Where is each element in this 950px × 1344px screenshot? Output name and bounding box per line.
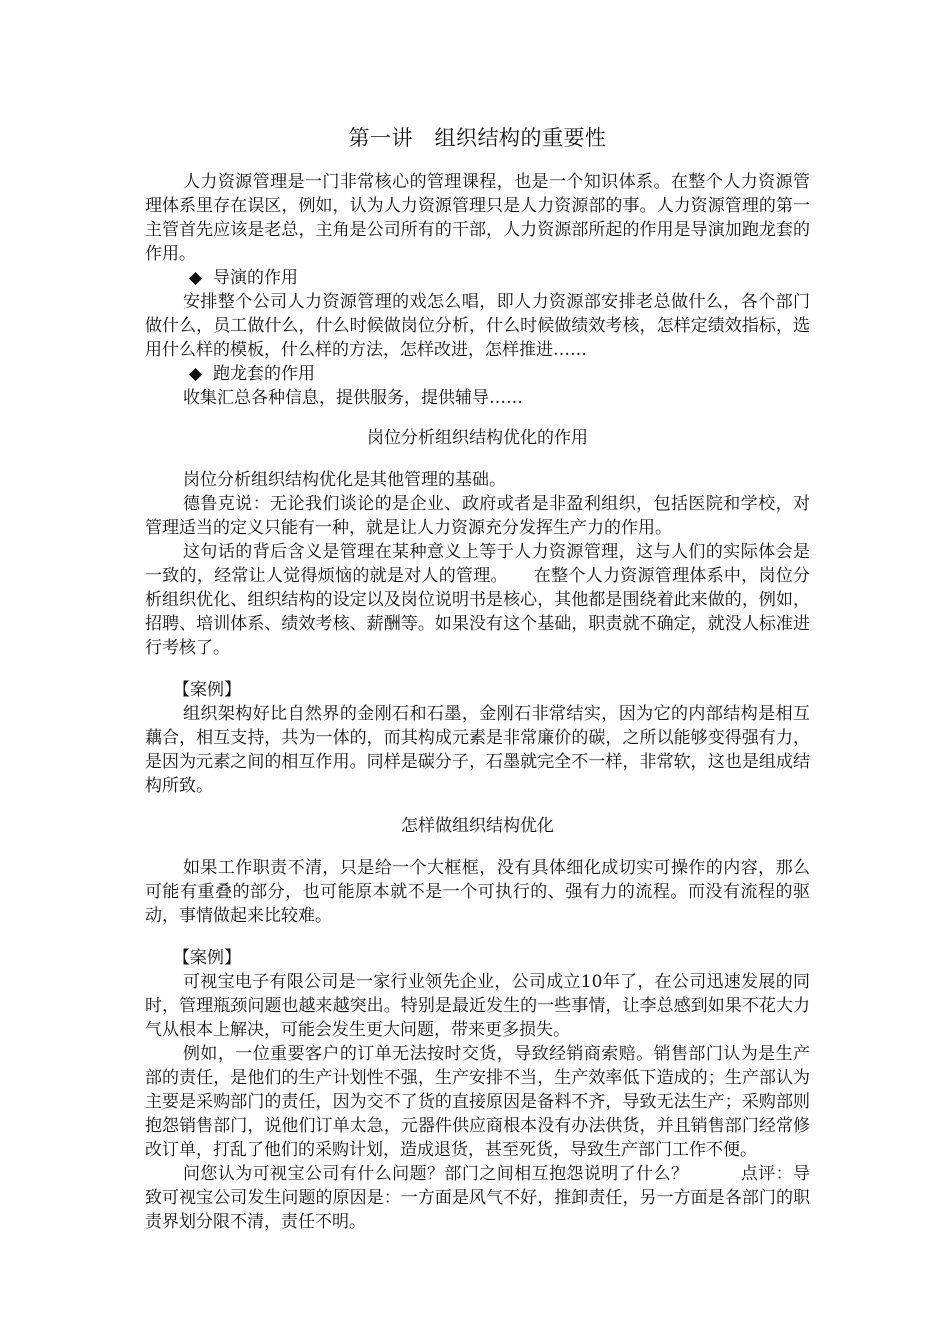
job-analysis-paragraph-2: 德鲁克说：无论我们谈论的是企业、政府或者是非盈利组织，包括医院和学校，对管理适当的定义只能有一种，就是让人力资源充分发挥生产力的作用。 [145, 494, 810, 538]
company-case-paragraph-2: 例如，一位重要客户的订单无法按时交货，导致经销商索赔。销售部门认为是生产部的责任，是他们的生产计划性不强，生产安排不当，生产效率低下造成的；生产部认为主要是采购部门的责任，因为交不了货的直接原因是备料不齐，导致无法生产；采购部则抱怨销售部门，说他们订单太急，元器件供应商根本没有办法供货，并且销售部门经常修改订单，打乱了他们的采购计划，造成退货，甚至死货，导致生产部门工作不便。 [145, 1044, 810, 1160]
support-role-heading: 跑龙套的作用 [213, 364, 315, 384]
job-analysis-paragraph-1: 岗位分析组织结构优化是其他管理的基础。 [183, 470, 506, 490]
section-spacer [145, 928, 810, 946]
case-label: 【案例】 [173, 948, 241, 968]
director-role-paragraph: 安排整个公司人力资源管理的戏怎么唱，即人力资源部安排老总做什么，各个部门做什么，员工做什么，什么时候做岗位分析，什么时候做绩效考核，怎样定绩效指标，选用什么样的模板，什么样的方法，怎样改进，怎样推进…… [145, 292, 810, 360]
section-heading-optimization: 怎样做组织结构优化 [401, 816, 554, 836]
document-content [145, 124, 810, 1234]
optimization-paragraph: 如果工作职责不清，只是给一个大框框，没有具体细化成切实可操作的内容，那么可能有重叠的部分，也可能原本就不是一个可执行的、强有力的流程。而没有流程的驱动，事情做起来比较难。 [145, 858, 810, 926]
diamond-bullet-icon: ◆ [189, 364, 203, 384]
diamond-graphite-case-paragraph: 组织架构好比自然界的金刚石和石墨，金刚石非常结实，因为它的内部结构是相互藕合，相互支持，共为一体的，而其构成元素是非常廉价的碳，之所以能够变得强有力，是因为元素之间的相互作用。同样是碳分子，石墨就完全不一样，非常软，这也是组成结构所致。 [145, 704, 810, 796]
job-analysis-paragraph-3: 这句话的背后含义是管理在某种意义上等于人力资源管理，这与人们的实际体会是一致的，经常让人觉得烦恼的就是对人的管理。 在整个人力资源管理体系中，岗位分析组织优化、组织结构的设定以及岗位说明书是核心，其他都是围绕着此来做的，例如，招聘、培训体系、绩效考核、薪酬等。如果没有这个基础，职责就不确定，就没人标准进行考核了。 [145, 542, 810, 658]
diamond-bullet-icon: ◆ [189, 268, 203, 288]
director-role-heading: 导演的作用 [213, 268, 298, 288]
document-title: 第一讲 组织结构的重要性 [348, 126, 607, 150]
support-role-paragraph: 收集汇总各种信息，提供服务，提供辅导…… [183, 388, 523, 408]
company-case-paragraph-3: 问您认为可视宝公司有什么问题？部门之间相互抱怨说明了什么？ 点评：导致可视宝公司发生问题的原因是：一方面是风气不好，推卸责任，另一方面是各部门的职责界划分限不清，责任不明。 [145, 1164, 810, 1232]
support-role-bullet [145, 362, 810, 386]
section-spacer [145, 660, 810, 678]
company-case-paragraph-1: 可视宝电子有限公司是一家行业领先企业，公司成立10年了，在公司迅速发展的同时，管理瓶颈问题也越来越突出。特别是最近发生的一些事情，让李总感到如果不花大力气从根本上解决，可能会发生更大问题，带来更多损失。 [145, 972, 810, 1040]
intro-paragraph: 人力资源管理是一门非常核心的管理课程，也是一个知识体系。在整个人力资源管理体系里存在误区，例如，认为人力资源管理只是人力资源部的事。人力资源管理的第一主管首先应该是老总，主角是公司所有的干部，人力资源部所起的作用是导演加跑龙套的作用。 [145, 172, 810, 264]
section-heading-job-analysis: 岗位分析组织结构优化的作用 [367, 428, 588, 448]
director-role-bullet [145, 266, 810, 290]
case-label: 【案例】 [173, 680, 241, 700]
